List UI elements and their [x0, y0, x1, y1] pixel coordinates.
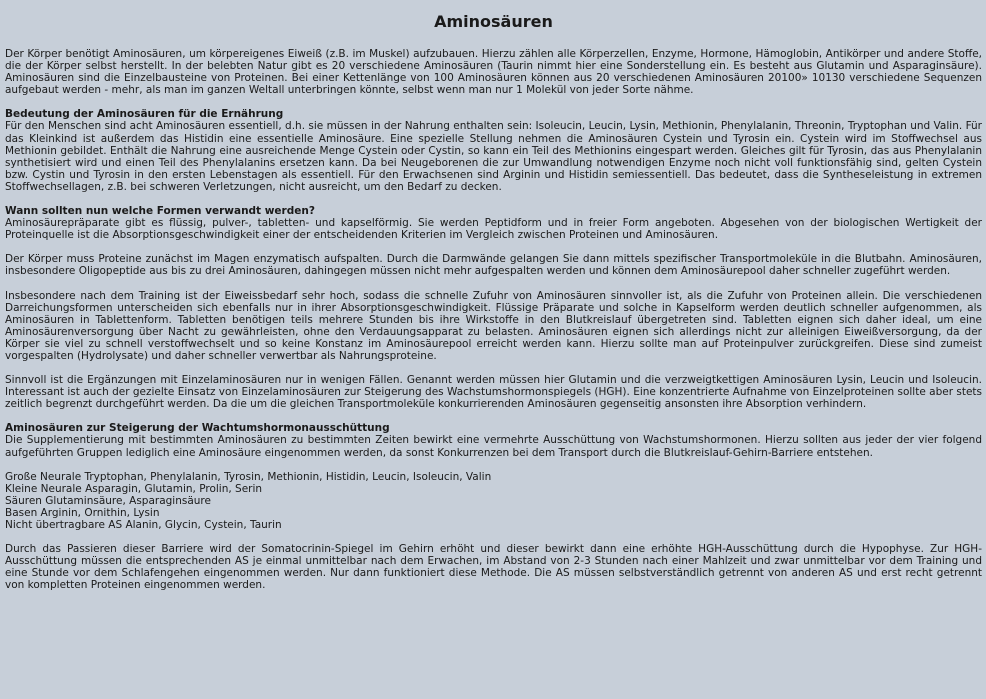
hgh-paragraph-2: Durch das Passieren dieser Barriere wird der Somatocrinin-Spiegel im Gehirn erhöht und dieser bewirkt dann eine erhöhte HGH-Ausschüttung durch die Hypophyse. Zur HGH-Ausschüttung müssen die entsprechenden AS je einmal unmittelbar nach dem Erwachen, im Abstand von 2-3 Stunden nach einer Mahlzeit und zwar unmittelbar vor dem Training und eine Stunde vor dem Schlafengehen eingenommen werden. Nur dann funktioniert diese Methode. Die AS müssen selbstverständlich getrennt von anderen AS und erst recht getrennt von kompletten Proteinen eingenommen werden.: [5, 543, 982, 592]
amino-acid-groups-list: [5, 471, 982, 531]
section-importance-text: Für den Menschen sind acht Aminosäuren essentiell, d.h. sie müssen in der Nahrung enthalten sein: Isoleucin, Leucin, Lysin, Methionin, Phenylalanin, Threonin, Tryptophan und Valin. Für das Kleinkind ist außerdem das Histidin eine essentielle Aminosäure. Eine spezielle Stellung nehmen die Aminosäuren Cystein und Tyrosin ein. Cystein wird im Stoffwechsel aus Methionin gebildet. Enthält die Nahrung eine ausreichende Menge Cystein oder Cystin, so kann ein Teil des Methionins eingespart werden. Gleiches gilt für Tyrosin, das aus Phenylalanin synthetisiert wird und einen Teil des Phenylalanins ersetzen kann. Da bei Neugeborenen die zur Umwandlung notwendigen Enzyme noch nicht voll funktionsfähig sind, gelten Cystein bzw. Cystin und Tyrosin in den ersten Lebenstagen als essentiell. Für den Erwachsenen sind Arginin und Histidin semiessentiell. Das bedeutet, dass die Syntheseleistung in extremen Stoffwechsellagen, z.B. bei schweren Verletzungen, nicht ausreicht, um den Bedarf zu decken.: [5, 120, 982, 193]
hgh-paragraph-1: Die Supplementierung mit bestimmten Aminosäuren zu bestimmten Zeiten bewirkt eine vermehrte Ausschüttung von Wachstumshormonen. Hierzu sollten aus jeder der vier folgend aufgeführten Gruppen lediglich eine Aminosäure eingenommen werden, da sonst Konkurrenzen bei dem Transport durch die Blutkreislauf-Gehirn-Barriere entstehen.: [5, 434, 982, 459]
forms-paragraph-1: Aminosäurepräparate gibt es flüssig, pulver-, tabletten- und kapselförmig. Sie werden Peptidform und in freier Form angeboten. Abgesehen von der biologischen Wertigkeit der Proteinquelle ist die Absorptionsgeschwindigkeit einer der entscheidenden Kriterien im Vergleich zwischen Proteinen und Aminosäuren.: [5, 217, 982, 242]
section-heading-hgh: Aminosäuren zur Steigerung der Wachtumshormonausschüttung: [5, 422, 390, 435]
list-item: Kleine Neurale Asparagin, Glutamin, Prolin, Serin: [5, 482, 263, 495]
list-item: Säuren Glutaminsäure, Asparaginsäure: [5, 494, 211, 507]
forms-paragraph-3: Insbesondere nach dem Training ist der Eiweissbedarf sehr hoch, sodass die schnelle Zufuhr von Aminosäuren sinnvoller ist, als die Zufuhr von Proteinen allein. Die verschiedenen Darreichungsformen unterscheiden sich ebenfalls nur in ihrer Absorptionsgeschwindigkeit. Flüssige Präparate und solche in Kapselform werden deutlich schneller aufgenommen, als Aminosäuren in Tablettenform. Tabletten benötigen teils mehrere Stunden bis ihre Wirkstoffe in den Blutkreislauf übergetreten sind. Tabletten eignen sich daher ideal, um eine Aminosäurenversorgung über Nacht zu gewährleisten, ohne den Verdauungsapparat zu belasten. Aminosäuren eignen sich allerdings nicht zur alleinigen Eiweißversorgung, da der Körper sie viel zu schnell verstoffwechselt und so keine Konstanz im Aminosäurepool erreicht werden kann. Hierzu sollte man auf Proteinpulver zurückgreifen. Diese sind zumeist vorgespalten (Hydrolysate) und daher schneller verwertbar als Nahrungsproteine.: [5, 289, 982, 362]
list-item: Nicht übertragbare AS Alanin, Glycin, Cystein, Taurin: [5, 519, 282, 531]
forms-paragraph-2: Der Körper muss Proteine zunächst im Magen enzymatisch aufspalten. Durch die Darmwände gelangen Sie dann mittels spezifischer Transportmoleküle in die Blutbahn. Aminosäuren, insbesondere Oligopeptide aus bis zu drei Aminosäuren, dahingegen müssen nicht mehr aufgespalten werden und können dem Aminosäurepool daher schneller zugeführt werden.: [5, 253, 982, 278]
list-item: Basen Arginin, Ornithin, Lysin: [5, 506, 160, 519]
section-heading-importance: Bedeutung der Aminosäuren für die Ernährung: [5, 108, 284, 121]
page-title: Aminosäuren: [434, 12, 553, 31]
section-heading-forms: Wann sollten nun welche Formen verwandt werden?: [5, 205, 315, 218]
list-item: Große Neurale Tryptophan, Phenylalanin, Tyrosin, Methionin, Histidin, Leucin, Isoleucin, Valin: [5, 470, 492, 483]
intro-paragraph: Der Körper benötigt Aminosäuren, um körpereigenes Eiweiß (z.B. im Muskel) aufzubauen. Hierzu zählen alle Körperzellen, Enzyme, Hormone, Hämoglobin, Antikörper und andere Stoffe, die der Körper selbst herstellt. In der belebten Natur gibt es 20 verschiedene Aminosäuren (Taurin nimmt hier eine Sonderstellung ein. Es besteht aus Glutamin und Asparaginsäure). Aminosäuren sind die Einzelbausteine von Proteinen. Bei einer Kettenlänge von 100 Aminosäuren können aus 20 verschiedenen Aminosäuren 20100» 10130 verschiedene Sequenzen aufgebaut werden - mehr, als man im ganzen Weltall unterbringen könnte, selbst wenn man nur 1 Molekül von jeder Sorte nähme.: [5, 48, 982, 97]
forms-paragraph-4: Sinnvoll ist die Ergänzungen mit Einzelaminosäuren nur in wenigen Fällen. Genannt werden müssen hier Glutamin und die verzweigtkettigen Aminosäuren Lysin, Leucin und Isoleucin. Interessant ist auch der gezielte Einsatz von Einzelaminosäuren zur Steigerung des Wachstumshormonspiegels (HGH). Eine konzentrierte Aufnahme von Einzelproteinen sollte aber stets zeitlich begrenzt durchgeführt werden. Da die um die gleichen Transportmoleküle konkurrierenden Aminosäuren gegenseitig ansonsten ihre Absorption verhindern.: [5, 374, 982, 411]
